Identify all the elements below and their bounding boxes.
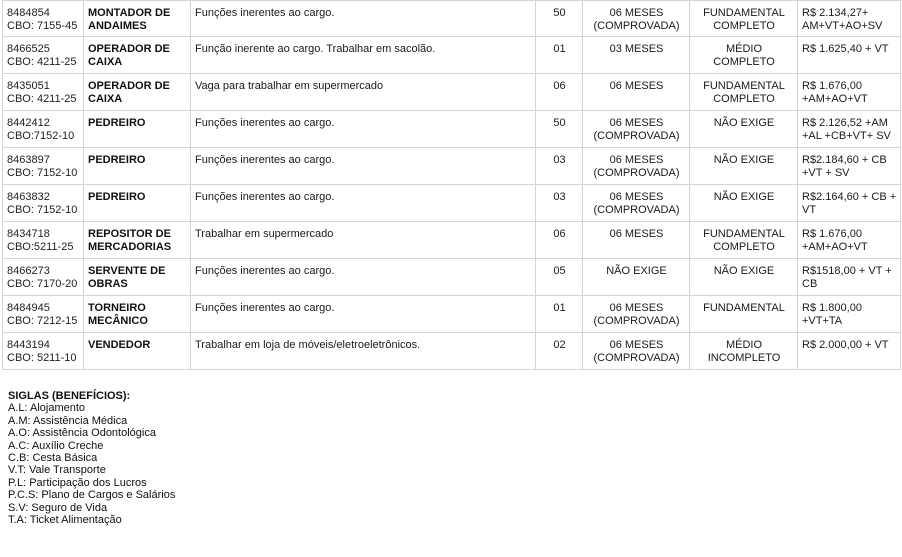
benefits-legend-item: A.L: Alojamento <box>8 402 86 415</box>
benefits-legend <box>8 390 175 526</box>
benefits-legend-heading: SIGLAS (BENEFÍCIOS): <box>8 390 131 402</box>
job-code: 8484854 <box>7 7 50 19</box>
education-requirement: NÃO EXIGE <box>690 111 798 148</box>
table-row <box>2 185 901 222</box>
job-code-cell <box>2 185 84 222</box>
job-title: MONTADOR DE ANDAIMES <box>84 0 191 37</box>
benefits-legend-item: T.A: Ticket Alimentação <box>8 514 122 527</box>
job-code: 8434718 <box>7 228 50 240</box>
job-code-cell <box>2 296 84 333</box>
job-description: Função inerente ao cargo. Trabalhar em sacolão. <box>191 37 536 74</box>
job-description: Funções inerentes ao cargo. <box>191 185 536 222</box>
vacancy-count: 02 <box>536 333 583 370</box>
experience-requirement: NÃO EXIGE <box>583 259 690 296</box>
benefits-legend-item: A.C: Auxílio Creche <box>8 439 104 452</box>
experience-requirement: 06 MESES (COMPROVADA) <box>583 185 690 222</box>
vacancy-count: 03 <box>536 185 583 222</box>
job-description: Funções inerentes ao cargo. <box>191 111 536 148</box>
salary-benefits: R$ 2.126,52 +AM +AL +CB+VT+ SV <box>798 111 901 148</box>
job-description: Funções inerentes ao cargo. <box>191 0 536 37</box>
job-code: 8463832 <box>7 191 50 203</box>
table-row <box>2 259 901 296</box>
job-description: Trabalhar em supermercado <box>191 222 536 259</box>
job-description: Funções inerentes ao cargo. <box>191 259 536 296</box>
benefits-legend-item: S.V: Seguro de Vida <box>8 501 108 514</box>
benefits-legend-item: P.C.S: Plano de Cargos e Salários <box>8 489 176 502</box>
benefits-legend-item: A.O: Assistência Odontológica <box>8 427 156 440</box>
job-code-cell <box>2 111 84 148</box>
education-requirement: NÃO EXIGE <box>690 259 798 296</box>
cbo-code: CBO: 5211-10 <box>7 352 77 364</box>
table-row <box>2 37 901 74</box>
table-row <box>2 0 901 37</box>
job-title: PEDREIRO <box>84 148 191 185</box>
education-requirement: FUNDAMENTAL COMPLETO <box>690 74 798 111</box>
job-code: 8484945 <box>7 302 50 314</box>
table-row <box>2 296 901 333</box>
experience-requirement: 06 MESES <box>583 222 690 259</box>
experience-requirement: 06 MESES (COMPROVADA) <box>583 148 690 185</box>
table-row <box>2 74 901 111</box>
job-code: 8435051 <box>7 80 50 92</box>
cbo-code: CBO: 7152-10 <box>7 167 78 179</box>
table-row <box>2 222 901 259</box>
job-code: 8443194 <box>7 339 50 351</box>
salary-benefits: R$2.164,60 + CB + VT <box>798 185 901 222</box>
job-code: 8463897 <box>7 154 50 166</box>
experience-requirement: 06 MESES (COMPROVADA) <box>583 333 690 370</box>
vacancy-count: 50 <box>536 111 583 148</box>
salary-benefits: R$ 1.800,00 +VT+TA <box>798 296 901 333</box>
cbo-code: CBO:7152-10 <box>7 130 75 142</box>
job-listings-table <box>2 0 901 370</box>
education-requirement: FUNDAMENTAL <box>690 296 798 333</box>
benefits-legend-item: C.B: Cesta Básica <box>8 452 98 465</box>
benefits-legend-item: V.T: Vale Transporte <box>8 464 106 477</box>
benefits-legend-item: A.M: Assistência Médica <box>8 414 128 427</box>
job-code-cell <box>2 148 84 185</box>
job-listings-body <box>2 0 901 370</box>
vacancy-count: 03 <box>536 148 583 185</box>
job-description: Funções inerentes ao cargo. <box>191 148 536 185</box>
salary-benefits: R$ 1.625,40 + VT <box>798 37 901 74</box>
experience-requirement: 06 MESES (COMPROVADA) <box>583 111 690 148</box>
job-title: PEDREIRO <box>84 111 191 148</box>
education-requirement: NÃO EXIGE <box>690 185 798 222</box>
vacancy-count: 01 <box>536 296 583 333</box>
experience-requirement: 03 MESES <box>583 37 690 74</box>
job-title: VENDEDOR <box>84 333 191 370</box>
job-code-cell <box>2 74 84 111</box>
education-requirement: NÃO EXIGE <box>690 148 798 185</box>
cbo-code: CBO: 7155-45 <box>7 20 78 32</box>
education-requirement: FUNDAMENTAL COMPLETO <box>690 0 798 37</box>
table-row <box>2 148 901 185</box>
job-code-cell <box>2 259 84 296</box>
job-code-cell <box>2 222 84 259</box>
education-requirement: MÉDIO COMPLETO <box>690 37 798 74</box>
vacancy-count: 06 <box>536 222 583 259</box>
cbo-code: CBO: 7170-20 <box>7 278 78 290</box>
cbo-code: CBO: 4211-25 <box>7 93 77 105</box>
job-code-cell <box>2 0 84 37</box>
job-title: PEDREIRO <box>84 185 191 222</box>
job-title: OPERADOR DE CAIXA <box>84 74 191 111</box>
salary-benefits: R$ 2.000,00 + VT <box>798 333 901 370</box>
job-description: Trabalhar em loja de móveis/eletroeletrônicos. <box>191 333 536 370</box>
cbo-code: CBO: 4211-25 <box>7 56 77 68</box>
salary-benefits: R$2.184,60 + CB +VT + SV <box>798 148 901 185</box>
experience-requirement: 06 MESES (COMPROVADA) <box>583 0 690 37</box>
job-description: Vaga para trabalhar em supermercado <box>191 74 536 111</box>
job-code: 8442412 <box>7 117 50 129</box>
job-code: 8466525 <box>7 43 50 55</box>
cbo-code: CBO: 7212-15 <box>7 315 78 327</box>
vacancy-count: 01 <box>536 37 583 74</box>
job-title: SERVENTE DE OBRAS <box>84 259 191 296</box>
education-requirement: FUNDAMENTAL COMPLETO <box>690 222 798 259</box>
cbo-code: CBO: 7152-10 <box>7 204 78 216</box>
experience-requirement: 06 MESES (COMPROVADA) <box>583 296 690 333</box>
salary-benefits: R$ 1.676,00 +AM+AO+VT <box>798 222 901 259</box>
salary-benefits: R$ 1.676,00 +AM+AO+VT <box>798 74 901 111</box>
job-code-cell <box>2 333 84 370</box>
job-code: 8466273 <box>7 265 50 277</box>
education-requirement: MÉDIO INCOMPLETO <box>690 333 798 370</box>
table-row <box>2 333 901 370</box>
job-code-cell <box>2 37 84 74</box>
job-title: TORNEIRO MECÂNICO <box>84 296 191 333</box>
vacancy-count: 06 <box>536 74 583 111</box>
table-row <box>2 111 901 148</box>
cbo-code: CBO:5211-25 <box>7 241 74 253</box>
salary-benefits: R$ 2.134,27+ AM+VT+AO+SV <box>798 0 901 37</box>
vacancy-count: 50 <box>536 0 583 37</box>
job-title: OPERADOR DE CAIXA <box>84 37 191 74</box>
job-description: Funções inerentes ao cargo. <box>191 296 536 333</box>
experience-requirement: 06 MESES <box>583 74 690 111</box>
salary-benefits: R$1518,00 + VT + CB <box>798 259 901 296</box>
vacancy-count: 05 <box>536 259 583 296</box>
job-title: REPOSITOR DE MERCADORIAS <box>84 222 191 259</box>
benefits-legend-item: P.L: Participação dos Lucros <box>8 476 147 489</box>
